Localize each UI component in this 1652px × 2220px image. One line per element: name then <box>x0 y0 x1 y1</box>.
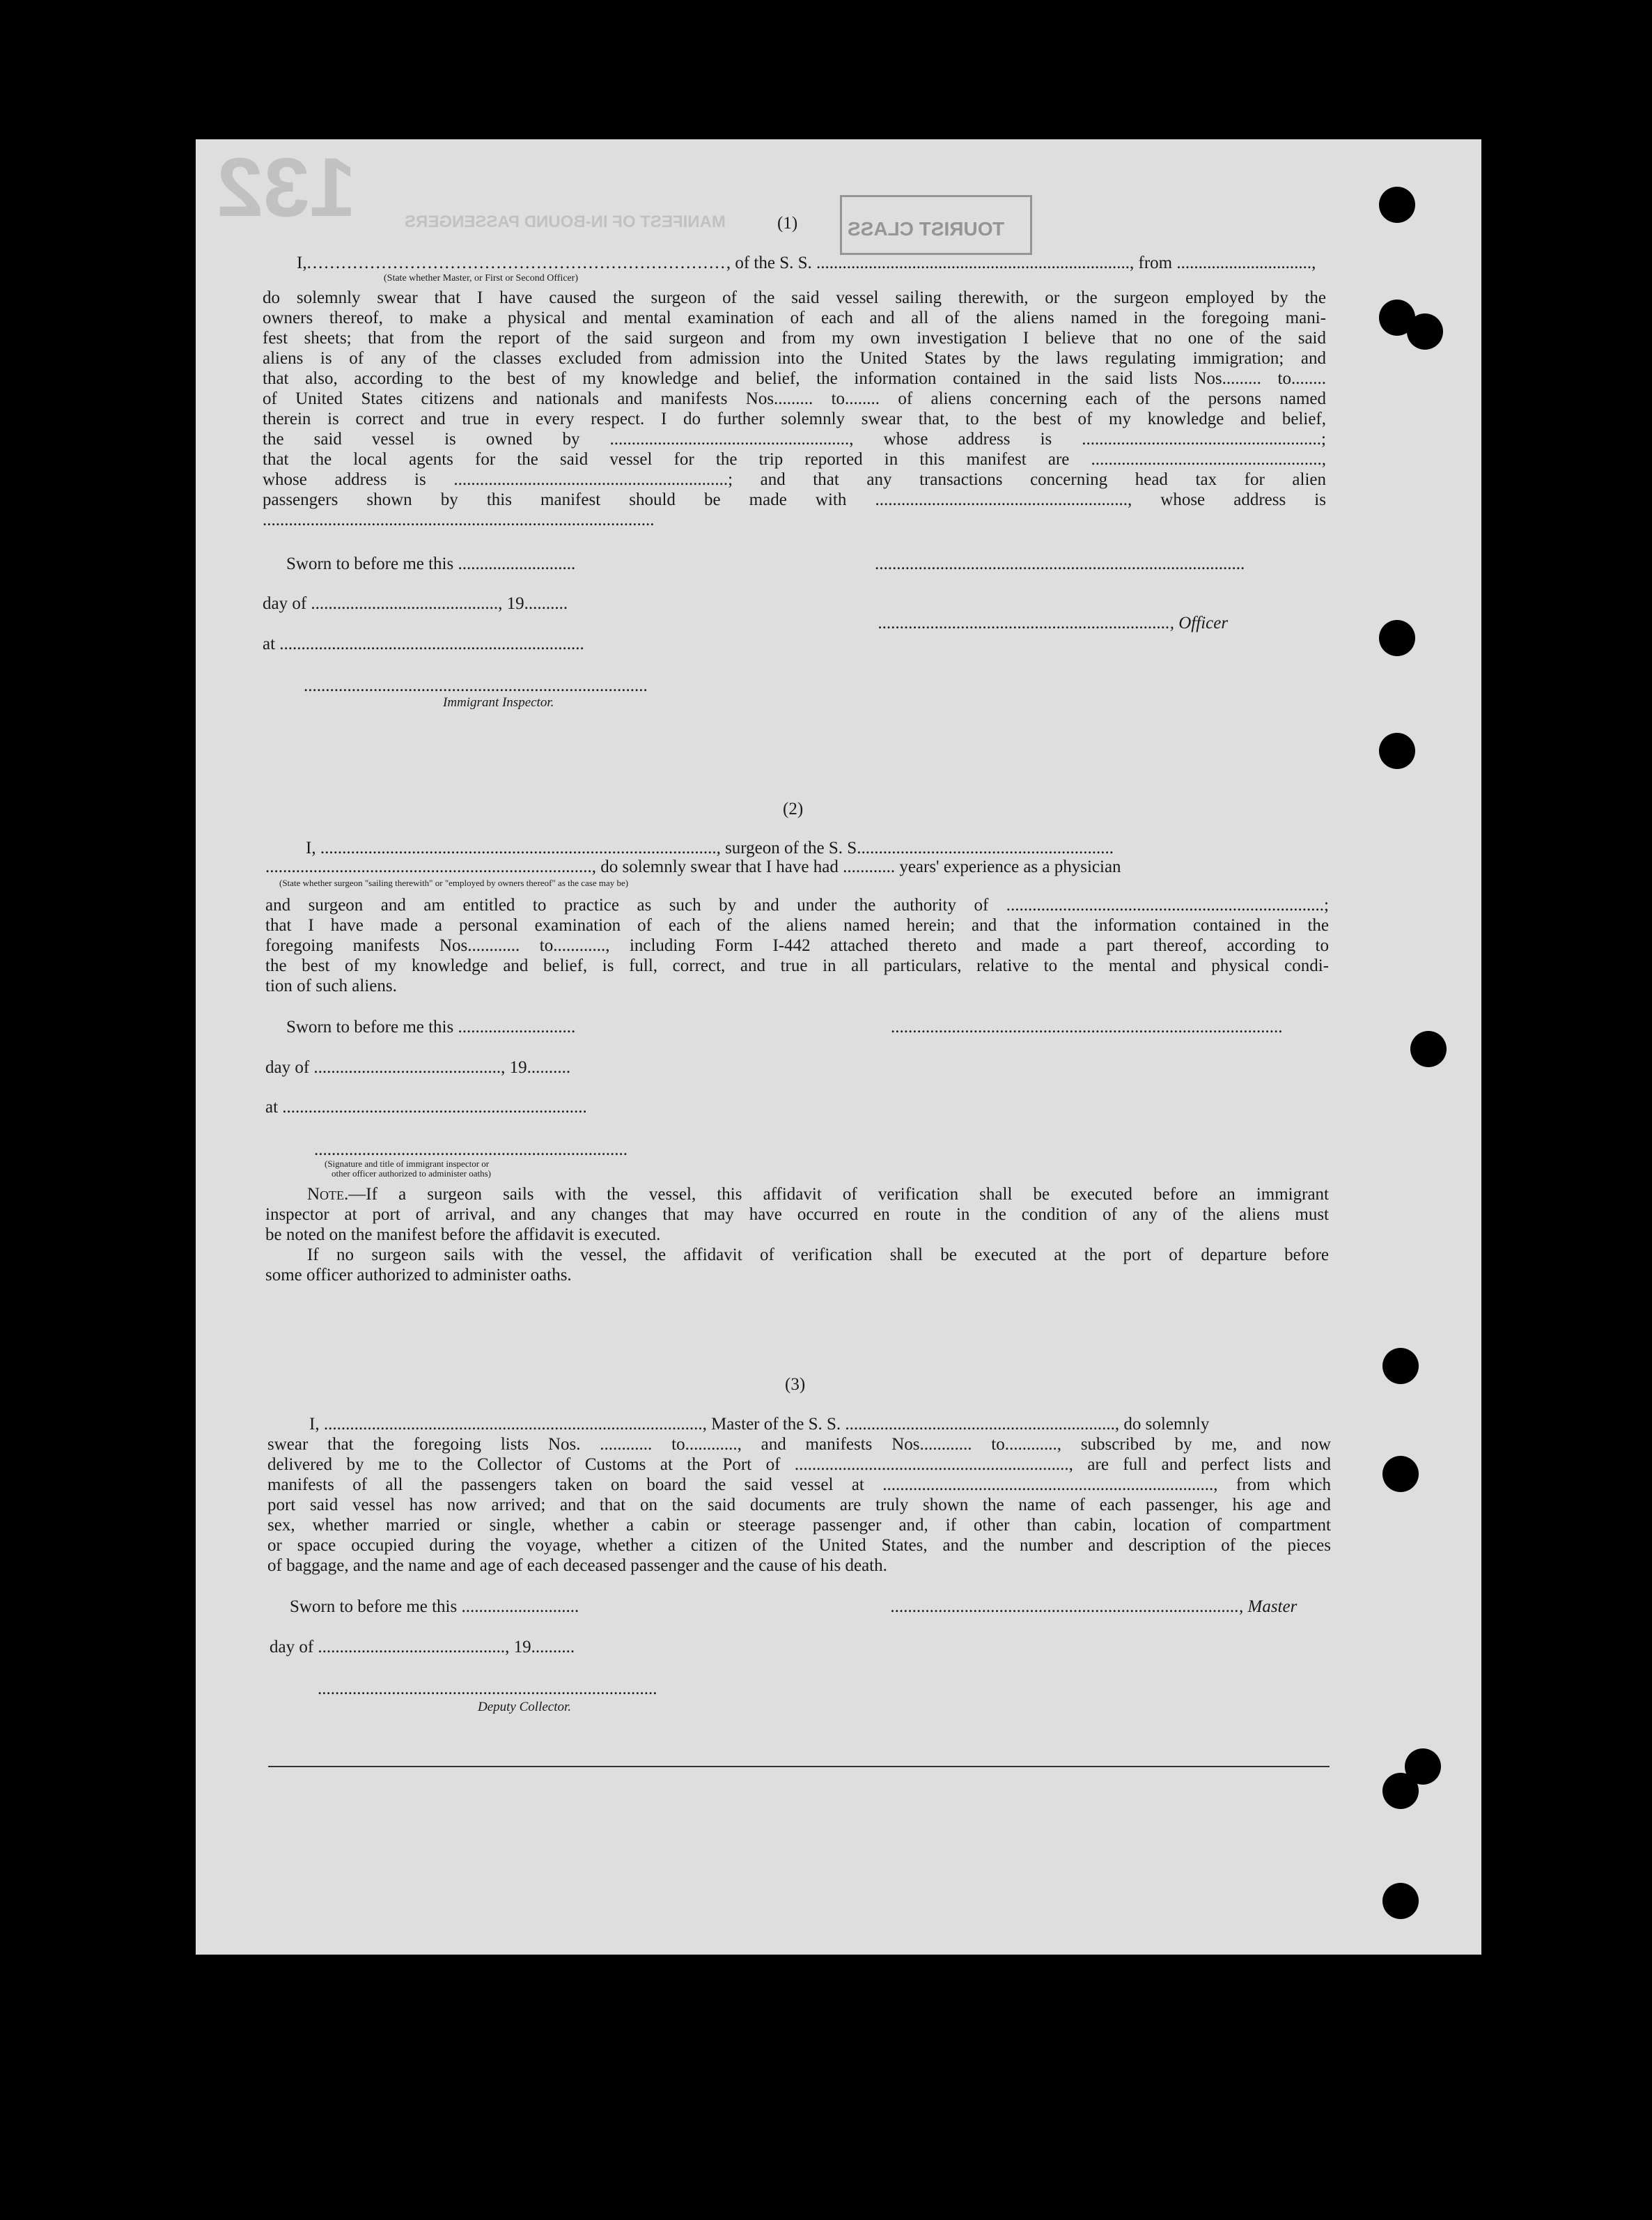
s1-body-line: of United States citizens and nationals and manifests Nos......... to........ of aliens concerning each of the persons named <box>263 389 1326 408</box>
s1-body-line: owners thereof, to make a physical and mental examination of each and all of the aliens named in the foregoing mani- <box>263 309 1326 327</box>
bottom-rule <box>268 1766 1330 1767</box>
s3-collector-caption: Deputy Collector. <box>478 1700 572 1714</box>
s2-note-line <box>307 1184 1329 1204</box>
s3-master: ................................................................................, Master <box>891 1597 1298 1616</box>
s3-collector-line: .............................................................................. <box>318 1679 657 1698</box>
s3-line1: I, ......................................................................................., Master of the S. S. .............................................................., do solemnly <box>309 1415 1210 1434</box>
punch-hole <box>1382 1883 1419 1919</box>
punch-hole <box>1382 1456 1419 1492</box>
ghost-class-stamp <box>840 195 1032 255</box>
punch-hole <box>1382 1348 1419 1384</box>
s2-note-text: —If a surgeon sails with the vessel, this affidavit of verification shall be executed before an immigrant <box>348 1185 1329 1204</box>
punch-hole <box>1407 313 1443 350</box>
s1-from-label: , from <box>1130 254 1173 272</box>
s2-note2-last: some officer authorized to administer oaths. <box>265 1266 572 1284</box>
s2-body-line: that I have made a personal examination of each of the aliens named herein; and that the information contained in the <box>265 916 1329 935</box>
ghost-stamp-text: TOURIST CLASS <box>848 218 1005 240</box>
s1-i-label: I, <box>297 254 307 272</box>
s1-trailing-dots: .......................................................................................... <box>263 511 655 529</box>
s1-body-line: fest sheets; that from the report of the said surgeon and from my own investigation I believe that no one of the said <box>263 329 1326 348</box>
s3-body-line: manifests of all the passengers taken on board the said vessel at ............................................................................, from which <box>267 1475 1331 1494</box>
s1-body-line: that also, according to the best of my knowledge and belief, the information contained in the said lists Nos......... to........ <box>263 369 1326 388</box>
s2-note2-line: If no surgeon sails with the vessel, the affidavit of verification shall be executed at the port of departure before <box>307 1245 1329 1264</box>
ghost-manifest-title: MANIFEST OF IN-BOUND PASSENGERS <box>405 212 726 231</box>
s1-at: at ...................................................................... <box>263 635 584 653</box>
s3-last-line: of baggage, and the name and age of each deceased passenger and the cause of his death. <box>267 1556 887 1575</box>
s1-body-line: therein is correct and true in every respect. I do further solemnly swear that, to the best of my knowledge and belief, <box>263 410 1326 428</box>
s2-sig-caption-2: other officer authorized to administer oaths) <box>332 1168 491 1179</box>
s3-day: day of ..........................................., 19.......... <box>270 1638 575 1656</box>
s3-body-line: delivered by me to the Collector of Customs at the Port of ..............................................................., are full and perfect lists and <box>267 1455 1331 1474</box>
section-1-number: (1) <box>777 214 798 233</box>
s3-body-line: or space occupied during the voyage, whether a citizen of the United States, and the number and description of the pieces <box>267 1536 1331 1555</box>
s1-body-line: aliens is of any of the classes excluded from admission into the United States by the laws regulating immigration; and <box>263 349 1326 368</box>
s1-inspector-line: ............................................................................... <box>304 676 648 695</box>
s2-body-line: foregoing manifests Nos............ to............, including Form I-442 attached thereto and made a part thereof, according to <box>265 936 1329 955</box>
s3-body-line: swear that the foregoing lists Nos. ............ to............, and manifests Nos............ to............, subscribed by me, and now <box>267 1435 1331 1454</box>
section-3-number: (3) <box>785 1375 806 1394</box>
s2-last-line: tion of such aliens. <box>265 977 397 995</box>
s1-body-line: whose address is ...............................................................; and that any transactions concerning head tax for alien <box>263 470 1326 489</box>
s1-body-line: do solemnly swear that I have caused the surgeon of the said vessel sailing therewith, or the surgeon employed by the <box>263 288 1326 307</box>
punch-hole <box>1410 1031 1447 1067</box>
punch-hole <box>1382 1773 1419 1809</box>
s1-of-ss-label: , of the S. S. <box>726 254 812 272</box>
ghost-page-number: 132 <box>217 141 357 234</box>
s2-body-line: the best of my knowledge and belief, is full, correct, and true in all particulars, relative to the mental and physical condi- <box>265 956 1329 975</box>
s2-line2: ..........................................................................., do solemnly swear that I have had ............ years' experience as a physician <box>265 857 1121 876</box>
punch-hole <box>1379 733 1415 769</box>
s2-sig-line: .......................................................................................... <box>891 1018 1283 1037</box>
s2-sworn: Sworn to before me this ........................... <box>286 1018 576 1037</box>
s1-inspector-caption: Immigrant Inspector. <box>443 695 554 710</box>
s1-body-line: that the local agents for the said vessel for the trip reported in this manifest are ....................................................., <box>263 450 1326 469</box>
s2-signer-line: ........................................................................ <box>314 1140 628 1159</box>
s1-officer: ..................................................................., Officer <box>878 614 1229 632</box>
s2-caption: (State whether surgeon "sailing therewith" or "employed by owners thereof" as the case may be) <box>279 878 629 888</box>
punch-hole <box>1379 620 1415 656</box>
s1-body-line: passengers shown by this manifest should be made with .........................................................., whose address is <box>263 490 1326 509</box>
s3-body-line: port said vessel has now arrived; and that on the said documents are truly shown the name of each passenger, his age and <box>267 1496 1331 1514</box>
s1-caption: (State whether Master, or First or Second Officer) <box>384 273 579 284</box>
s1-officer-line: ..................................................................................... <box>875 554 1245 573</box>
punch-hole <box>1379 187 1415 223</box>
s1-body-line: the said vessel is owned by ......................................................., whose address is .......................................................; <box>263 430 1326 449</box>
s2-note-line: inspector at port of arrival, and any changes that may have occurred en route in the condition of any of the aliens must <box>265 1205 1329 1224</box>
section-2-number: (2) <box>783 800 804 818</box>
form-page <box>196 139 1481 1955</box>
s2-body-line: and surgeon and am entitled to practice as such by and under the authority of .........................................................................; <box>265 896 1329 915</box>
s2-at: at ...................................................................... <box>265 1098 587 1117</box>
s2-note-label: Note. <box>307 1185 349 1204</box>
s2-sig-caption-1: (Signature and title of immigrant inspector or <box>325 1158 490 1169</box>
s2-line1: I, ..........................................................................................., surgeon of the S. S........................................................... <box>306 839 1114 857</box>
s2-day: day of ..........................................., 19.......... <box>265 1058 571 1077</box>
s1-day: day of ..........................................., 19.......... <box>263 594 568 613</box>
s3-sworn: Sworn to before me this ........................... <box>290 1597 579 1616</box>
s1-line1: I,........................................................................., of the S. S. ........................................................................, from ..............................., <box>297 254 1316 272</box>
s3-body-line: sex, whether married or single, whether a cabin or steerage passenger and, if other than cabin, location of compartment <box>267 1516 1331 1535</box>
s2-note-last: be noted on the manifest before the affidavit is executed. <box>265 1225 661 1244</box>
s1-sworn: Sworn to before me this ........................... <box>286 554 576 573</box>
